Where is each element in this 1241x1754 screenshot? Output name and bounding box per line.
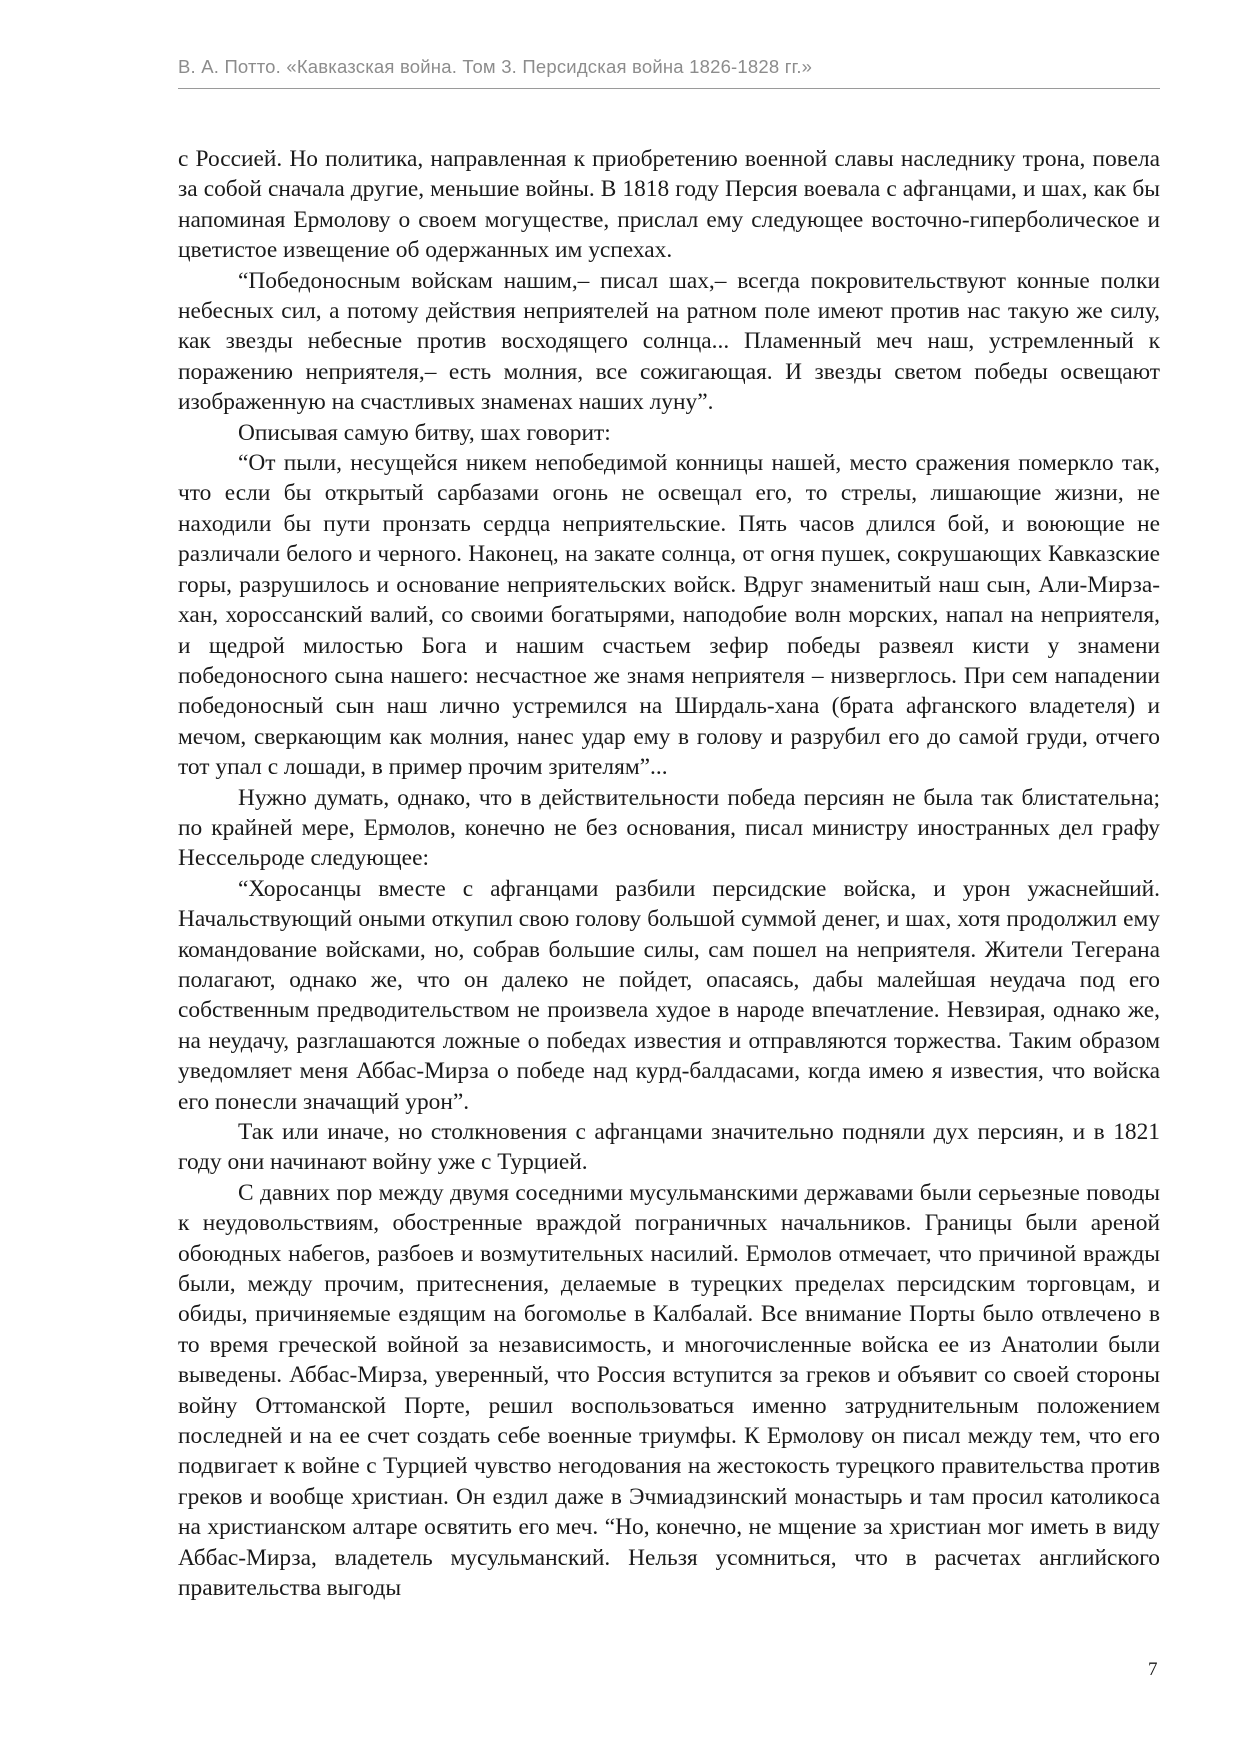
paragraph: “Хоросанцы вместе с афганцами разбили персидские войска, и урон ужаснейший. Начальствующий оными откупил свою голову большой суммой денег, и шах, хотя продолжил ему командование войсками, но, собрав большие силы, сам пошел на неприятеля. Жители Тегерана полагают, однако же, что он далеко не пойдет, опасаясь, дабы малейшая неудача под его собственным предводительством не произвела худое в народе впечатление. Невзирая, однако же, на неудачу, разглашаются ложные о победах известия и отправляются торжества. Таким образом уведомляет меня Аббас-Мирза о победе над курд-балдасами, когда имею я известия, что войска его понесли значащий урон”. xyxy=(178,875,1160,1115)
header-divider xyxy=(178,88,1160,89)
paragraph: “От пыли, несущейся никем непобедимой конницы нашей, место сражения померкло так, что если бы открытый сарбазами огонь не освещал его, то стрелы, лишающие жизни, не находили бы пути пронзать сердца неприятельские. Пять часов длился бой, и воюющие не различали белого и черного. Наконец, на закате солнца, от огня пушек, сокрушающих Кавказские горы, разрушилось и основание неприятельских войск. Вдруг знаменитый наш сын, Али-Мирза-хан, хороссанский валий, со своими богатырями, наподобие волн морских, напал на неприятеля, и щедрой милостью Бога и нашим счастьем зефир победы развеял кисти у знамени победоносного сына нашего: несчастное же знамя неприятеля – низверглось. При сем нападении победоносный сын наш лично устремился на Ширдаль-хана (брата афганского владетеля) и мечом, сверкающим как молния, нанес удар ему в голову и разрубил его до самой груди, отчего тот упал с лошади, в пример прочим зрителям”... xyxy=(178,450,1160,781)
body-text xyxy=(178,144,1160,1604)
running-header: В. А. Потто. «Кавказская война. Том 3. Персидская война 1826-1828 гг.» xyxy=(178,56,813,77)
page-number: 7 xyxy=(1148,1659,1158,1680)
paragraph: с Россией. Но политика, направленная к приобретению военной славы наследнику трона, повела за собой сначала другие, меньшие войны. В 1818 году Персия воевала с афганцами, и шах, как бы напоминая Ермолову о своем могуществе, прислал ему следующее восточно-гиперболическое и цветистое извещение об одержанных им успехах. xyxy=(178,146,1160,264)
paragraph: Так или иначе, но столкновения с афганцами значительно подняли дух персиян, и в 1821 году они начинают войну уже с Турцией. xyxy=(178,1119,1160,1176)
paragraph: С давних пор между двумя соседними мусульманскими державами были серьезные поводы к неудовольствиям, обостренные враждой пограничных начальников. Границы были ареной обоюдных набегов, разбоев и возмутительных насилий. Ермолов отмечает, что причиной вражды были, между прочим, притеснения, делаемые в турецких пределах персидским торговцам, и обиды, причиняемые ездящим на богомолье в Калбалай. Все внимание Порты было отвлечено в то время греческой войной за независимость, и многочисленные войска ее из Анатолии были выведены. Аббас-Мирза, уверенный, что Россия вступится за греков и объявит со своей стороны войну Оттоманской Порте, решил воспользоваться именно затруднительным положением последней и на ее счет создать себе военные триумфы. К Ермолову он писал между тем, что его подвигает к войне с Турцией чувство негодования на жестокость турецкого правительства против греков и вообще христиан. Он ездил даже в Эчмиадзинский монастырь и там просил католикоса на христианском алтаре освятить его меч. “Но, конечно, не мщение за христиан мог иметь в виду Аббас-Мирза, владетель мусульманский. Нельзя усомниться, что в расчетах английского правительства выгоды xyxy=(178,1179,1160,1602)
paragraph: “Победоносным войскам нашим,– писал шах,– всегда покровительствуют конные полки небесных сил, а потому действия неприятелей на ратном поле имеют против нас такую же силу, как звезды небесные против восходящего солнца... Пламенный меч наш, устремленный к поражению неприятеля,– есть молния, все сожигающая. И звезды светом победы освещают изображенную на счастливых знаменах наших луну”. xyxy=(178,267,1160,416)
paragraph: Описывая самую битву, шах говорит: xyxy=(238,419,611,446)
paragraph: Нужно думать, однако, что в действительности победа персиян не была так блистательна; по крайней мере, Ермолов, конечно не без основания, писал министру иностранных дел графу Нессельроде следующее: xyxy=(178,784,1160,872)
